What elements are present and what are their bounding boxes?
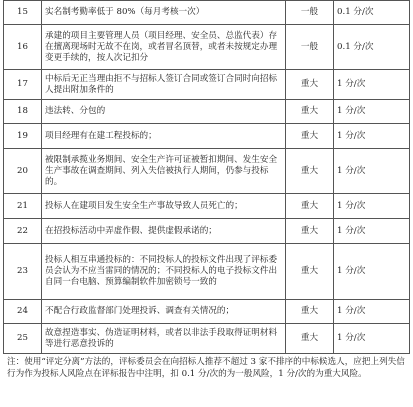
table-row <box>4 124 410 149</box>
severity-level: 重大 <box>286 70 334 100</box>
severity-level: 重大 <box>286 219 334 244</box>
deduction-points: 1 分/次 <box>334 300 410 324</box>
deduction-points: 1 分/次 <box>334 70 410 100</box>
table-row <box>4 300 410 324</box>
severity-level: 重大 <box>286 100 334 124</box>
table-footnote: 注：使用“评定分离”方法的，评标委员会在向招标人推荐不超过 3 家不排序的中标候选人，应把上列失信行为作为投标人风险点在评标报告中注明，扣 0.1 分/次的为一般风险，1 分/次的为重大风险。 <box>7 357 405 379</box>
row-number: 19 <box>4 124 42 149</box>
severity-level: 一般 <box>286 1 334 25</box>
row-number: 15 <box>4 1 42 25</box>
table-row <box>4 149 410 194</box>
table-row <box>4 219 410 244</box>
document-page <box>3 0 409 380</box>
row-number: 23 <box>4 244 42 300</box>
deduction-points: 1 分/次 <box>334 244 410 300</box>
table-row <box>4 25 410 70</box>
row-number: 16 <box>4 25 42 70</box>
deduction-points: 1 分/次 <box>334 219 410 244</box>
violation-description: 违法转、分包的 <box>42 100 286 124</box>
violation-description: 投标人在建项目发生安全生产事故导致人员死亡的； <box>42 194 286 219</box>
row-number: 24 <box>4 300 42 324</box>
violation-description: 实名制考勤率低于 80%（每月考核一次） <box>42 1 286 25</box>
violation-description: 承建的项目主要管理人员（项目经理、安全员、总监代表）存在擅离现场时无故不在岗，或者冒名顶替，或者未按规定办理变更手续的，按人次记扣分 <box>42 25 286 70</box>
row-number: 22 <box>4 219 42 244</box>
table-row <box>4 100 410 124</box>
violation-description: 故意捏造事实、伪造证明材料，或者以非法手段取得证明材料等进行恶意投诉的 <box>42 324 286 354</box>
violation-description: 不配合行政监督部门处理投诉、调查有关情况的； <box>42 300 286 324</box>
table-row <box>4 324 410 354</box>
violation-description: 中标后无正当理由拒不与招标人签订合同或签订合同时向招标人提出附加条件的 <box>42 70 286 100</box>
deduction-points: 1 分/次 <box>334 324 410 354</box>
row-number: 25 <box>4 324 42 354</box>
severity-level: 重大 <box>286 244 334 300</box>
severity-level: 重大 <box>286 324 334 354</box>
deduction-points: 1 分/次 <box>334 124 410 149</box>
table-row <box>4 70 410 100</box>
violation-description: 被限制承揽业务期间、安全生产许可证被暂扣期间、发生安全生产事故在调查期间、列入失信被执行人期间，仍参与投标的。 <box>42 149 286 194</box>
violation-description: 投标人相互串通投标的：不同投标人的投标文件出现了评标委员会认为不应当雷同的情况的；不同投标人的电子投标文件出自同一台电脑、预算编制软件加密锁号一致的 <box>42 244 286 300</box>
deduction-points: 1 分/次 <box>334 100 410 124</box>
severity-level: 重大 <box>286 124 334 149</box>
severity-level: 重大 <box>286 194 334 219</box>
deduction-points: 0.1 分/次 <box>334 1 410 25</box>
row-number: 17 <box>4 70 42 100</box>
severity-level: 重大 <box>286 300 334 324</box>
table-row <box>4 194 410 219</box>
violation-description: 项目经理有在建工程投标的； <box>42 124 286 149</box>
deduction-points: 1 分/次 <box>334 149 410 194</box>
table-row <box>4 1 410 25</box>
severity-level: 一般 <box>286 25 334 70</box>
row-number: 21 <box>4 194 42 219</box>
row-number: 20 <box>4 149 42 194</box>
credit-deduction-table <box>3 0 410 354</box>
violation-description: 在招投标活动中弄虚作假、提供虚假承诺的； <box>42 219 286 244</box>
severity-level: 重大 <box>286 149 334 194</box>
table-row <box>4 244 410 300</box>
row-number: 18 <box>4 100 42 124</box>
deduction-points: 1 分/次 <box>334 194 410 219</box>
deduction-points: 0.1 分/次 <box>334 25 410 70</box>
